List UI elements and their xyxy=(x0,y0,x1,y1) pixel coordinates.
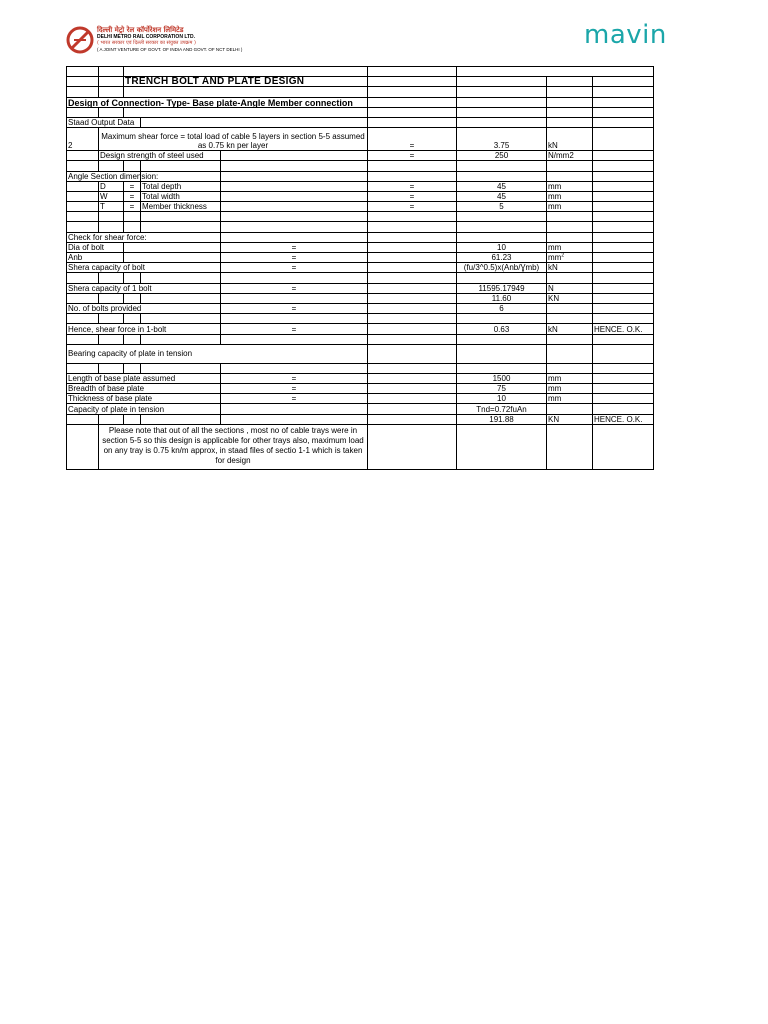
table-row xyxy=(67,303,654,313)
dim-name: Total depth xyxy=(141,181,221,191)
mavin-logo: mavin xyxy=(584,20,667,50)
logo-joint-venture: ( A JOINT VENTURE OF GOVT. OF INDIA AND GOVT. OF NCT DELHI ) xyxy=(97,46,243,52)
sheet-title: TRENCH BOLT AND PLATE DESIGN xyxy=(124,77,368,87)
br-value: 75 xyxy=(457,384,547,394)
equals-sign: = xyxy=(221,253,368,263)
cap1-value-kn: 11.60 xyxy=(457,293,547,303)
table-row xyxy=(67,232,654,242)
nbolts-label: No. of bolts provided xyxy=(67,303,221,313)
hence-unit: kN xyxy=(547,324,593,334)
anb-unit xyxy=(547,253,593,263)
table-row xyxy=(67,77,654,87)
dim-symbol: T xyxy=(99,202,124,212)
capt-unit: KN xyxy=(547,414,593,424)
table-row xyxy=(67,161,654,171)
capt-label: Capacity of plate in tension xyxy=(67,404,221,414)
dim-unit: mm xyxy=(547,202,593,212)
shear-value: 3.75 xyxy=(457,128,547,151)
table-row xyxy=(67,128,654,151)
table-row xyxy=(67,87,654,97)
dim-unit: mm xyxy=(547,181,593,191)
table-row xyxy=(67,171,654,181)
table-row xyxy=(67,212,654,222)
logo-text xyxy=(97,26,242,53)
shear-desc: Maximum shear force = total load of cable 5 layers in section 5-5 assumed as 0.75 kn per layer xyxy=(99,128,368,151)
table-row xyxy=(67,334,654,344)
page-header xyxy=(0,0,768,62)
table-row xyxy=(67,117,654,127)
table-row xyxy=(67,202,654,212)
dia-unit: mm xyxy=(547,242,593,252)
dmrc-logo xyxy=(66,26,266,58)
equals-sign: = xyxy=(124,181,141,191)
len-unit: mm xyxy=(547,373,593,383)
dim-symbol: D xyxy=(99,181,124,191)
equals-sign: = xyxy=(368,151,457,161)
table-row xyxy=(67,222,654,232)
hence-value: 0.63 xyxy=(457,324,547,334)
equals-sign: = xyxy=(221,263,368,273)
table-row xyxy=(67,67,654,77)
cap1-label: Shera capacity of 1 bolt xyxy=(67,283,221,293)
table-row xyxy=(67,363,654,373)
logo-hindi-joint: ( भारत सरकार एवं दिल्ली सरकार का संयुक्त उपक्रम ) xyxy=(97,40,196,47)
th-unit: mm xyxy=(547,394,593,404)
steel-label: Design strength of steel used xyxy=(99,151,221,161)
equals-sign: = xyxy=(368,181,457,191)
equals-sign: = xyxy=(221,283,368,293)
table-row xyxy=(67,404,654,414)
table-row xyxy=(67,107,654,117)
table-row xyxy=(67,283,654,293)
equals-sign: = xyxy=(221,324,368,334)
steel-value: 250 xyxy=(457,151,547,161)
cap-formula: (fu/3^0.5)x(Anb/Ɣmb) xyxy=(457,263,547,273)
br-unit: mm xyxy=(547,384,593,394)
shear-unit: kN xyxy=(547,128,593,151)
table-row xyxy=(67,293,654,303)
anb-label: Anb xyxy=(67,253,124,263)
equals-sign: = xyxy=(221,373,368,383)
dmrc-logo-icon xyxy=(66,26,94,54)
len-value: 1500 xyxy=(457,373,547,383)
dim-value: 5 xyxy=(457,202,547,212)
dim-value: 45 xyxy=(457,181,547,191)
nbolts-value: 6 xyxy=(457,303,547,313)
logo-hindi-name: दिल्ली मेट्रो रेल कॉर्पोरेशन लिमिटेड xyxy=(97,26,184,34)
table-row xyxy=(67,263,654,273)
equals-sign: = xyxy=(221,242,368,252)
table-row xyxy=(67,97,654,107)
hence-label: Hence, shear force in 1-bolt xyxy=(67,324,221,334)
dim-name: Member thickness xyxy=(141,202,221,212)
table-row xyxy=(67,394,654,404)
cap-unit: kN xyxy=(547,263,593,273)
design-note: Please note that out of all the sections , most no of cable trays were in section 5-5 so this design is applicable for other trays also, maximum load on any tray is 0.75 kn/m approx, in staad files of sectio 1-1 which is taken for design xyxy=(99,424,368,469)
table-row xyxy=(67,253,654,263)
capt-value: 191.88 xyxy=(457,414,547,424)
cap1-unit: N xyxy=(547,283,593,293)
staad-label: Staad Output Data xyxy=(67,117,141,127)
row-number: 2 xyxy=(67,128,99,151)
len-label: Length of base plate assumed xyxy=(67,373,221,383)
table-row xyxy=(67,191,654,201)
table-row xyxy=(67,273,654,283)
th-value: 10 xyxy=(457,394,547,404)
logo-english-name: DELHI METRO RAIL CORPORATION LTD. xyxy=(97,34,196,40)
table-row xyxy=(67,373,654,383)
angle-label: Angle Section dimension: xyxy=(68,171,159,181)
dim-symbol: W xyxy=(99,191,124,201)
dim-value: 45 xyxy=(457,191,547,201)
table-row xyxy=(67,414,654,424)
dia-label: Dia of bolt xyxy=(67,242,124,252)
table-row xyxy=(67,324,654,334)
table-row xyxy=(67,242,654,252)
anb-value: 61.23 xyxy=(457,253,547,263)
dia-value: 10 xyxy=(457,242,547,252)
check-label: Check for shear force: xyxy=(67,232,221,242)
dim-name: Total width xyxy=(141,191,221,201)
capt-ok: HENCE. O.K. xyxy=(593,414,654,424)
capt-formula: Tnd=0.72fuAn xyxy=(457,404,547,414)
equals-sign: = xyxy=(368,128,457,151)
table-row xyxy=(67,181,654,191)
anb-unit-text: mm xyxy=(548,253,562,263)
steel-unit: N/mm2 xyxy=(547,151,593,161)
equals-sign: = xyxy=(368,191,457,201)
cap1-value: 11595.17949 xyxy=(457,283,547,293)
bearing-label: Bearing capacity of plate in tension xyxy=(67,344,368,363)
sheet-subtitle: Design of Connection- Type- Base plate-Angle Member connection xyxy=(67,97,368,107)
table-row xyxy=(67,314,654,324)
equals-sign: = xyxy=(221,394,368,404)
br-label: Breadth of base plate xyxy=(67,384,221,394)
equals-sign: = xyxy=(221,384,368,394)
equals-sign: = xyxy=(124,191,141,201)
table-row xyxy=(67,384,654,394)
cap-label: Shera capacity of bolt xyxy=(67,263,221,273)
table-row xyxy=(67,344,654,363)
design-sheet xyxy=(66,66,654,470)
anb-unit-sup: 2 xyxy=(561,252,565,259)
dim-unit: mm xyxy=(547,191,593,201)
equals-sign: = xyxy=(124,202,141,212)
table-row xyxy=(67,424,654,469)
hence-ok: HENCE. O.K. xyxy=(593,324,654,334)
table-row xyxy=(67,151,654,161)
equals-sign: = xyxy=(368,202,457,212)
th-label: Thickness of base plate xyxy=(67,394,221,404)
equals-sign: = xyxy=(221,303,368,313)
cap1-unit-kn: KN xyxy=(547,293,593,303)
